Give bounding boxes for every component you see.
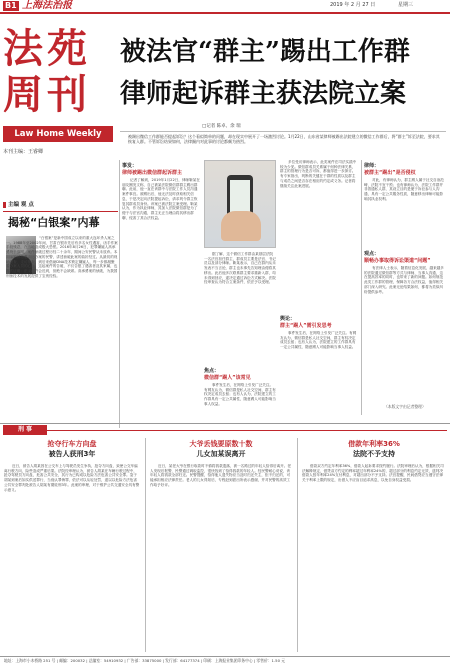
footer-info: 地址：上海市小木桥路 251 号 | 邮编：200032 | 总编室：54910932 | 广告部：33875000 | 发行部：64177374 | 印刷：上海报业集团印务中心 | 零售价：1.50 元 — [4, 658, 286, 663]
section-editor: 本刊主编：王睿卿 — [3, 149, 44, 155]
main-subhead-7: 群主“踢人”需引发思考 — [280, 323, 332, 329]
lower-article-1-body: 近日，被告人胡某因在公交车上与驾驶员发生争执，抢夺方向盘，致使公交车偏离行驶方向，险些造成严重后果。法院经审理认为，被告人胡某在车辆行驶过程中，抢夺驾驶员方向盘，危害公共安全，其行为已构成以危险方法危害公共安全罪。鉴于胡某到案后如实供述罪行，当庭认罪悔罪，依法可以从轻处罚，遂以以危险方法危害公共安全罪判处被告人胡某有期徒刑3年。此案的审理，对于维护公共交通安全具有警示意义。 — [4, 464, 140, 492]
paper-name: 上海法治报 — [22, 0, 72, 11]
headline-line1: 被法官“群主”踢出工作群 — [120, 37, 410, 67]
lower-top-rule — [0, 423, 450, 424]
main-col3: 事件发生后，在网络上引发广泛关注。有网友认为，微信群是私人社交空间，群主有权决定成员去留；也有人认为，法院建立的工作群具有一定公共属性，随意踢人可能影响当事人权益。 — [204, 383, 276, 406]
right-note: （本版文字由记者整理） — [384, 404, 426, 409]
page-number: B1 — [5, 1, 17, 10]
headline-rule — [120, 131, 446, 132]
lower-article-1-title2: 被告人获刑3年 — [48, 450, 96, 458]
right-subhead-1: 律师： — [364, 163, 380, 169]
section-title-line1: 法苑 — [3, 25, 91, 72]
column-title: 揭秘“白银案”内幕 — [8, 216, 100, 229]
column-label-text: 主编 观 点 — [8, 202, 34, 208]
main-col4: 多位受访律师表示，此类案件在司法实践中较为少见。微信群成员关系属于何种法律关系，群主的管理行为是否可诉，都值得进一步探讨。有专家指出，判断的关键在于群的性质以及群主与成员之间是否存在相应的约定或义务。记者将继续关注此案进展。 — [280, 160, 357, 188]
reporter-byline: □记者 陈卓、余 瑞 — [202, 124, 241, 129]
lower-article-2 — [150, 440, 292, 668]
lower-divider-1 — [145, 438, 146, 652]
main-subhead-5: 微信群“踢人”该常见 — [204, 375, 251, 381]
right-para-2: 有法律人士表示，随着信息化发展，越来越多的法院通过微信群等方式与律师、当事人沟通，这在提高效率的同时，也带来了新的问题。如何规范此类工作群的管理，保障各方合法权益，值得相关部门深入研究。此案无论结果如何，都将为类似纠纷提供参考。 — [364, 266, 444, 294]
section-title-line2: 周刊 — [3, 71, 91, 118]
section-subtitle-bar — [3, 126, 113, 142]
right-para-1: 对此，有律师认为，群主踢人属于社交自治范畴，法院不宜干预；也有律师认为，法院工作群并非普通私人群，其设立目的是便于诉讼参与人沟通，具有一定公共服务性质，随意移出律师可能影响其执业权利。 — [364, 178, 444, 201]
right-subhead-4: 顺畅办事取得诉讼渠道“问题” — [364, 258, 431, 264]
lower-article-2-title1: 大爷丢钱要原数十数 — [189, 440, 253, 448]
column-body: “白银案”是新中国成立以来的重大连环杀人案之一。1988年至2002年间，甘肃白银市先后有多名女性遇害，凶手作案手段残忍，在当地造成极大恐慌。2016年8月26日，犯罪嫌疑人高承勇终于落网，案件侦破过程历经二十余年，期间公安民警从未放弃。本期编辑部特邀亲历办案的民警，讲述侦破此案的曲折经过。从最初的现场勘查、走访排查，到后来借助DNA技术锁定嫌疑人，每一步都凝聚着办案人员的心血。这起案件的告破，不仅告慰了遇害者及其家属，也再次证明：正义或许会迟到，但绝不会缺席。高承勇案的侦破，为我国刑侦技术的发展提供了宝贵经验。 — [6, 236, 118, 278]
main-subhead-2: 律师被踢出微信群起诉群主 — [122, 170, 183, 176]
column-label — [3, 201, 34, 209]
main-col1: 记者了解到，2019年1月22日，律师靳某在朋友圈发文称，自己被某法院微信群群主踢出群聊。此前，他一直在该群中与法院工作人员沟通案件事宜。被踢出后，他无法及时获取相关信息，于是决定向法院提起诉讼，请求判令群主恢复其群成员身份。该案已被法院立案受理。靳某认为，作为执业律师，其加入法院微信群是为了便于与法官沟通，群主无正当理由将其移出群聊，侵害了其合法权益。 — [122, 178, 200, 220]
lower-article-1-title1: 抢夺行车方向盘 — [47, 440, 97, 448]
lower-article-3-body: 借款双方约定年利率36%，借款人起诉要求按约履行。法院审理后认为，根据相关司法解释规定，借贷双方约定的利率超过年利率24%的，超过部分的利息约定无效，遂判决借款人按年利率24%支付利息，对超出部分不予支持。法官提醒，民间借贷应当遵守法律关于利率上限的规定，出借人不应盲目追求高息，以免自身权益受损。 — [302, 464, 444, 483]
right-divider — [361, 160, 362, 415]
column-label-marker — [3, 202, 6, 208]
main-col2: 据了解，这个微信工作群由某基层法院一名法官担任群主，群成员主要是法官、书记员以及部分律师。靳某表示，自己在群内从未发表不当言论，群主也未事先告知理由便将其移出。此后他多次联系群主要求重新入群，均未得到回应，遂决定通过诉讼方式解决。法院经审查认为符合立案条件，依法予以受理。 — [204, 252, 276, 285]
photo-hand — [221, 211, 261, 241]
lower-divider-2 — [297, 438, 298, 652]
footer-rule — [0, 656, 450, 657]
lower-article-3-title2: 法院不予支持 — [353, 450, 395, 458]
lower-article-1 — [4, 440, 140, 668]
main-photo — [204, 160, 276, 248]
masthead-rule — [0, 12, 450, 14]
right-subhead-2: 被群主“踢出”是否侵权 — [364, 170, 416, 176]
main-col4b: 事件发生后，在网络上引发广泛关注。有网友认为，微信群是私人社交空间，群主有权决定成员去留；也有人认为，法院建立的工作群具有一定公共属性，随意踢人可能影响当事人权益。 — [280, 331, 357, 350]
lower-article-3 — [302, 440, 446, 668]
lower-article-2-title2: 儿女加某误离开 — [196, 450, 246, 458]
deck-summary: 被踢出微信工作群能否提起诉讼？这个看似简单的问题，却在现实中展开了一场激烈讨论。1月22日，山东省某律师被踢出法院建立的微信工作群后，将“群主”诉至法院，要求其恢复入群。不管诉讼结果如何，法律圈内对此事的讨论都颇为热烈。 — [128, 134, 440, 144]
column-label-rule — [3, 211, 118, 212]
right-subhead-3: 观点： — [364, 251, 380, 257]
lower-label: 刑 事 — [17, 426, 33, 433]
lower-article-3-title1: 借款年利率36% — [348, 440, 400, 448]
issue-date: 2019 年 2 月 27 日 — [330, 2, 376, 8]
main-subhead-6: 舆论： — [280, 316, 296, 322]
section-block — [3, 26, 113, 156]
headline-line2: 律师起诉群主获法院立案 — [120, 79, 407, 109]
column-divider — [119, 160, 120, 428]
issue-weekday: 星期三 — [398, 2, 414, 8]
main-subhead-4: 焦点： — [204, 368, 220, 374]
section-subtitle: Law Home Weekly — [14, 129, 102, 139]
lower-article-2-body: 近日，某老大爷在银行取款时不慎将钱款遗落，被一名路过的年轻人拾得后离开。老人发现后报警，民警通过调取监控，很快找到了拾得钱款的年轻人。经民警耐心劝说，该年轻人将钱款全部归还。民警提醒，拾得他人遗失物应当及时归还失主，拒不归还的，可能承担相应法律责任。老人的儿女得知后，专程赶到派出所表示感谢，并对民警的高效工作给予好评。 — [150, 464, 291, 487]
lower-label-rule — [47, 430, 447, 431]
lower-label-box — [3, 425, 47, 435]
main-subhead-1: 事发： — [122, 163, 138, 169]
